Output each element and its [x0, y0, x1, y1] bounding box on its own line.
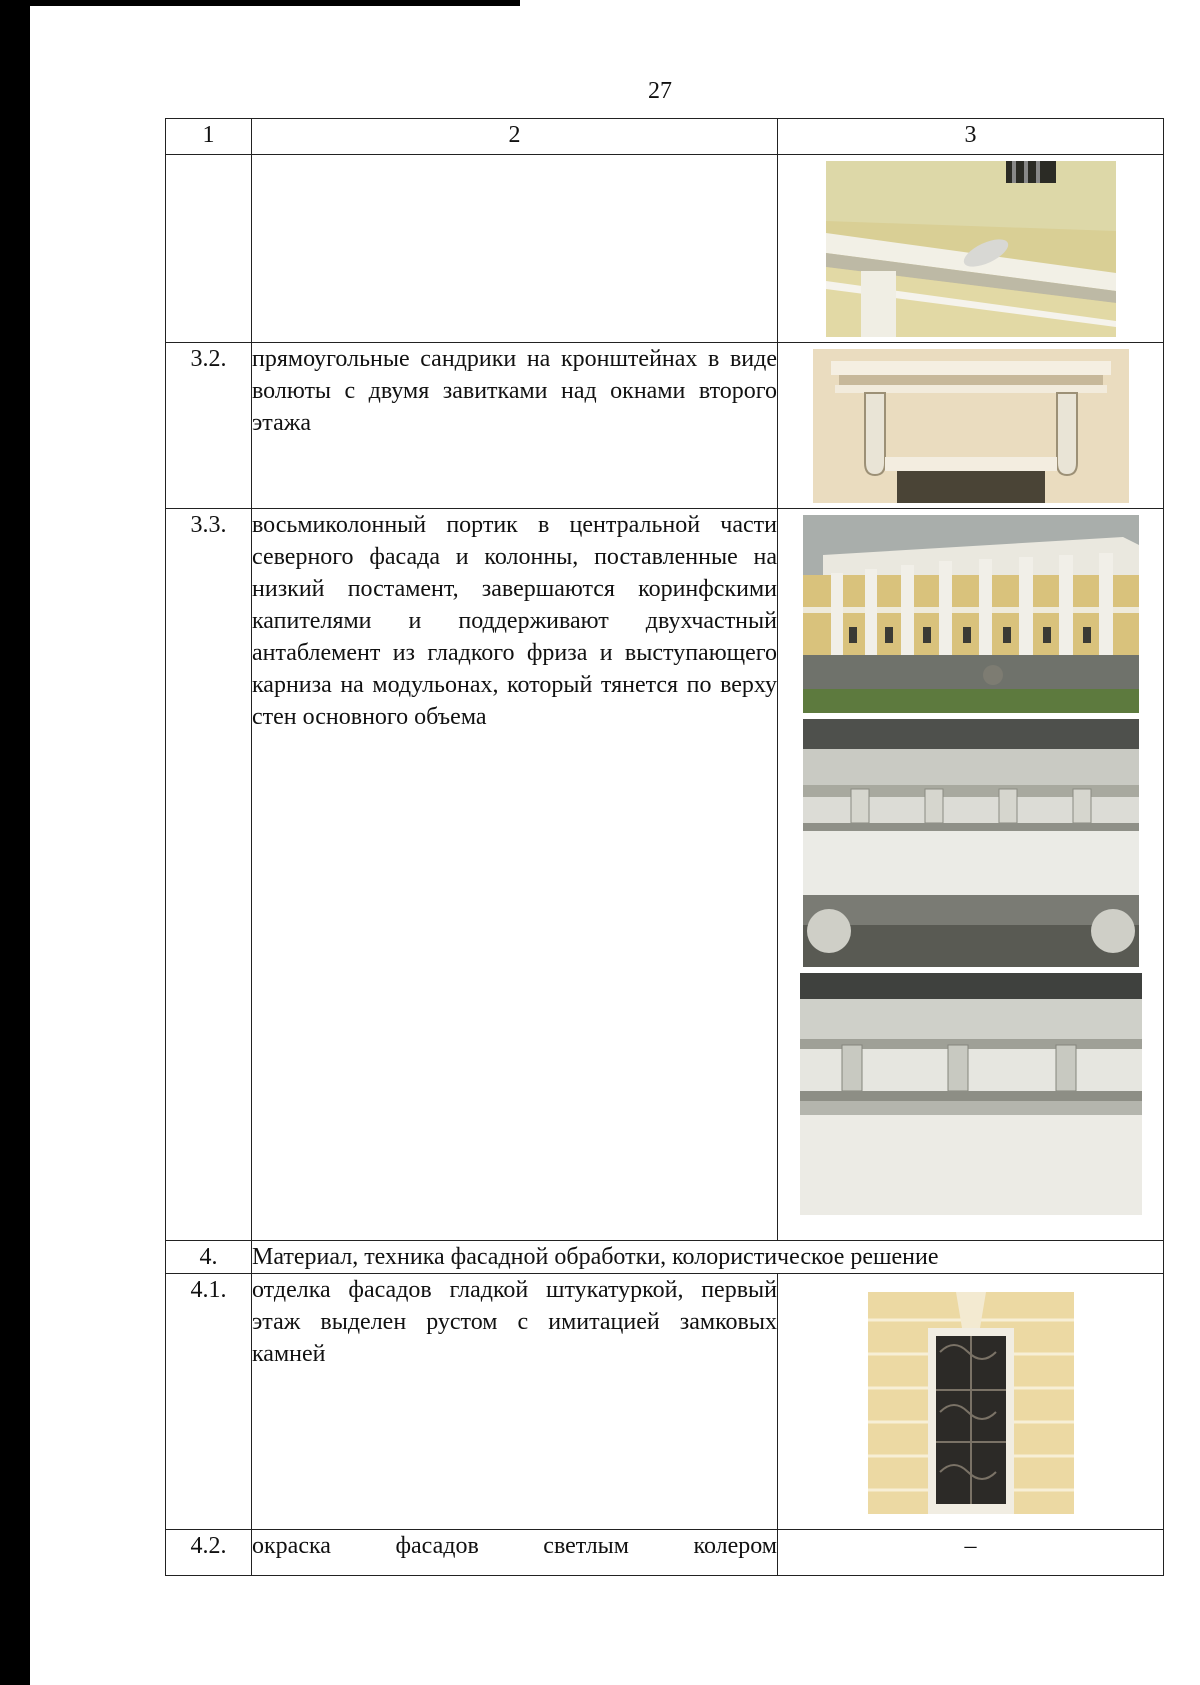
row-photo-cell: [778, 1274, 1164, 1530]
table-header-row: [166, 119, 1164, 155]
table-row: [166, 343, 1164, 509]
column-header-3: 3: [778, 119, 1164, 155]
scan-edge: [0, 0, 30, 1685]
row-number: 4.: [166, 1241, 252, 1274]
cornice-bracket-photo: [826, 161, 1116, 337]
table-row: [166, 1530, 1164, 1576]
row-description: отделка фасадов гладкой штукатуркой, первый этаж выделен рустом с имитацией замковых камней: [252, 1274, 778, 1530]
facade-elements-table: [165, 118, 1164, 1576]
row-number: 3.3.: [166, 509, 252, 1241]
modillion-cornice-photo: [800, 973, 1142, 1215]
row-photo-cell: [778, 509, 1164, 1241]
row-number: [166, 155, 252, 343]
entablature-photo: [803, 719, 1139, 967]
row-value: –: [778, 1530, 1164, 1576]
window-pediment-photo: [813, 349, 1129, 503]
scan-edge-top: [0, 0, 520, 6]
row-number: 4.2.: [166, 1530, 252, 1576]
row-description: восьмиколонный портик в центральной части северного фасада и колонны, поставленные на низкий постамент, завершаются коринфскими капителями и поддерживают двухчастный антаблемент из гладкого фриза и выступающего карниза на модульонах, который тянется по верху стен основного объема: [252, 509, 778, 1241]
table-row: [166, 155, 1164, 343]
row-number: 3.2.: [166, 343, 252, 509]
table-row: [166, 1274, 1164, 1530]
portico-photo: [803, 515, 1139, 713]
column-header-1: 1: [166, 119, 252, 155]
row-description: [252, 155, 778, 343]
row-description: окраска фасадов светлым колером: [252, 1530, 778, 1576]
row-photo-cell: [778, 343, 1164, 509]
row-photo-cell: [778, 155, 1164, 343]
section-heading: Материал, техника фасадной обработки, колористическое решение: [252, 1241, 1164, 1274]
page-number: 27: [648, 78, 672, 104]
section-heading-row: [166, 1241, 1164, 1274]
table-row: [166, 509, 1164, 1241]
row-number: 4.1.: [166, 1274, 252, 1530]
row-description: прямоугольные сандрики на кронштейнах в виде волюты с двумя завитками над окнами второго этажа: [252, 343, 778, 509]
rusticated-window-photo: [868, 1292, 1074, 1514]
column-header-2: 2: [252, 119, 778, 155]
